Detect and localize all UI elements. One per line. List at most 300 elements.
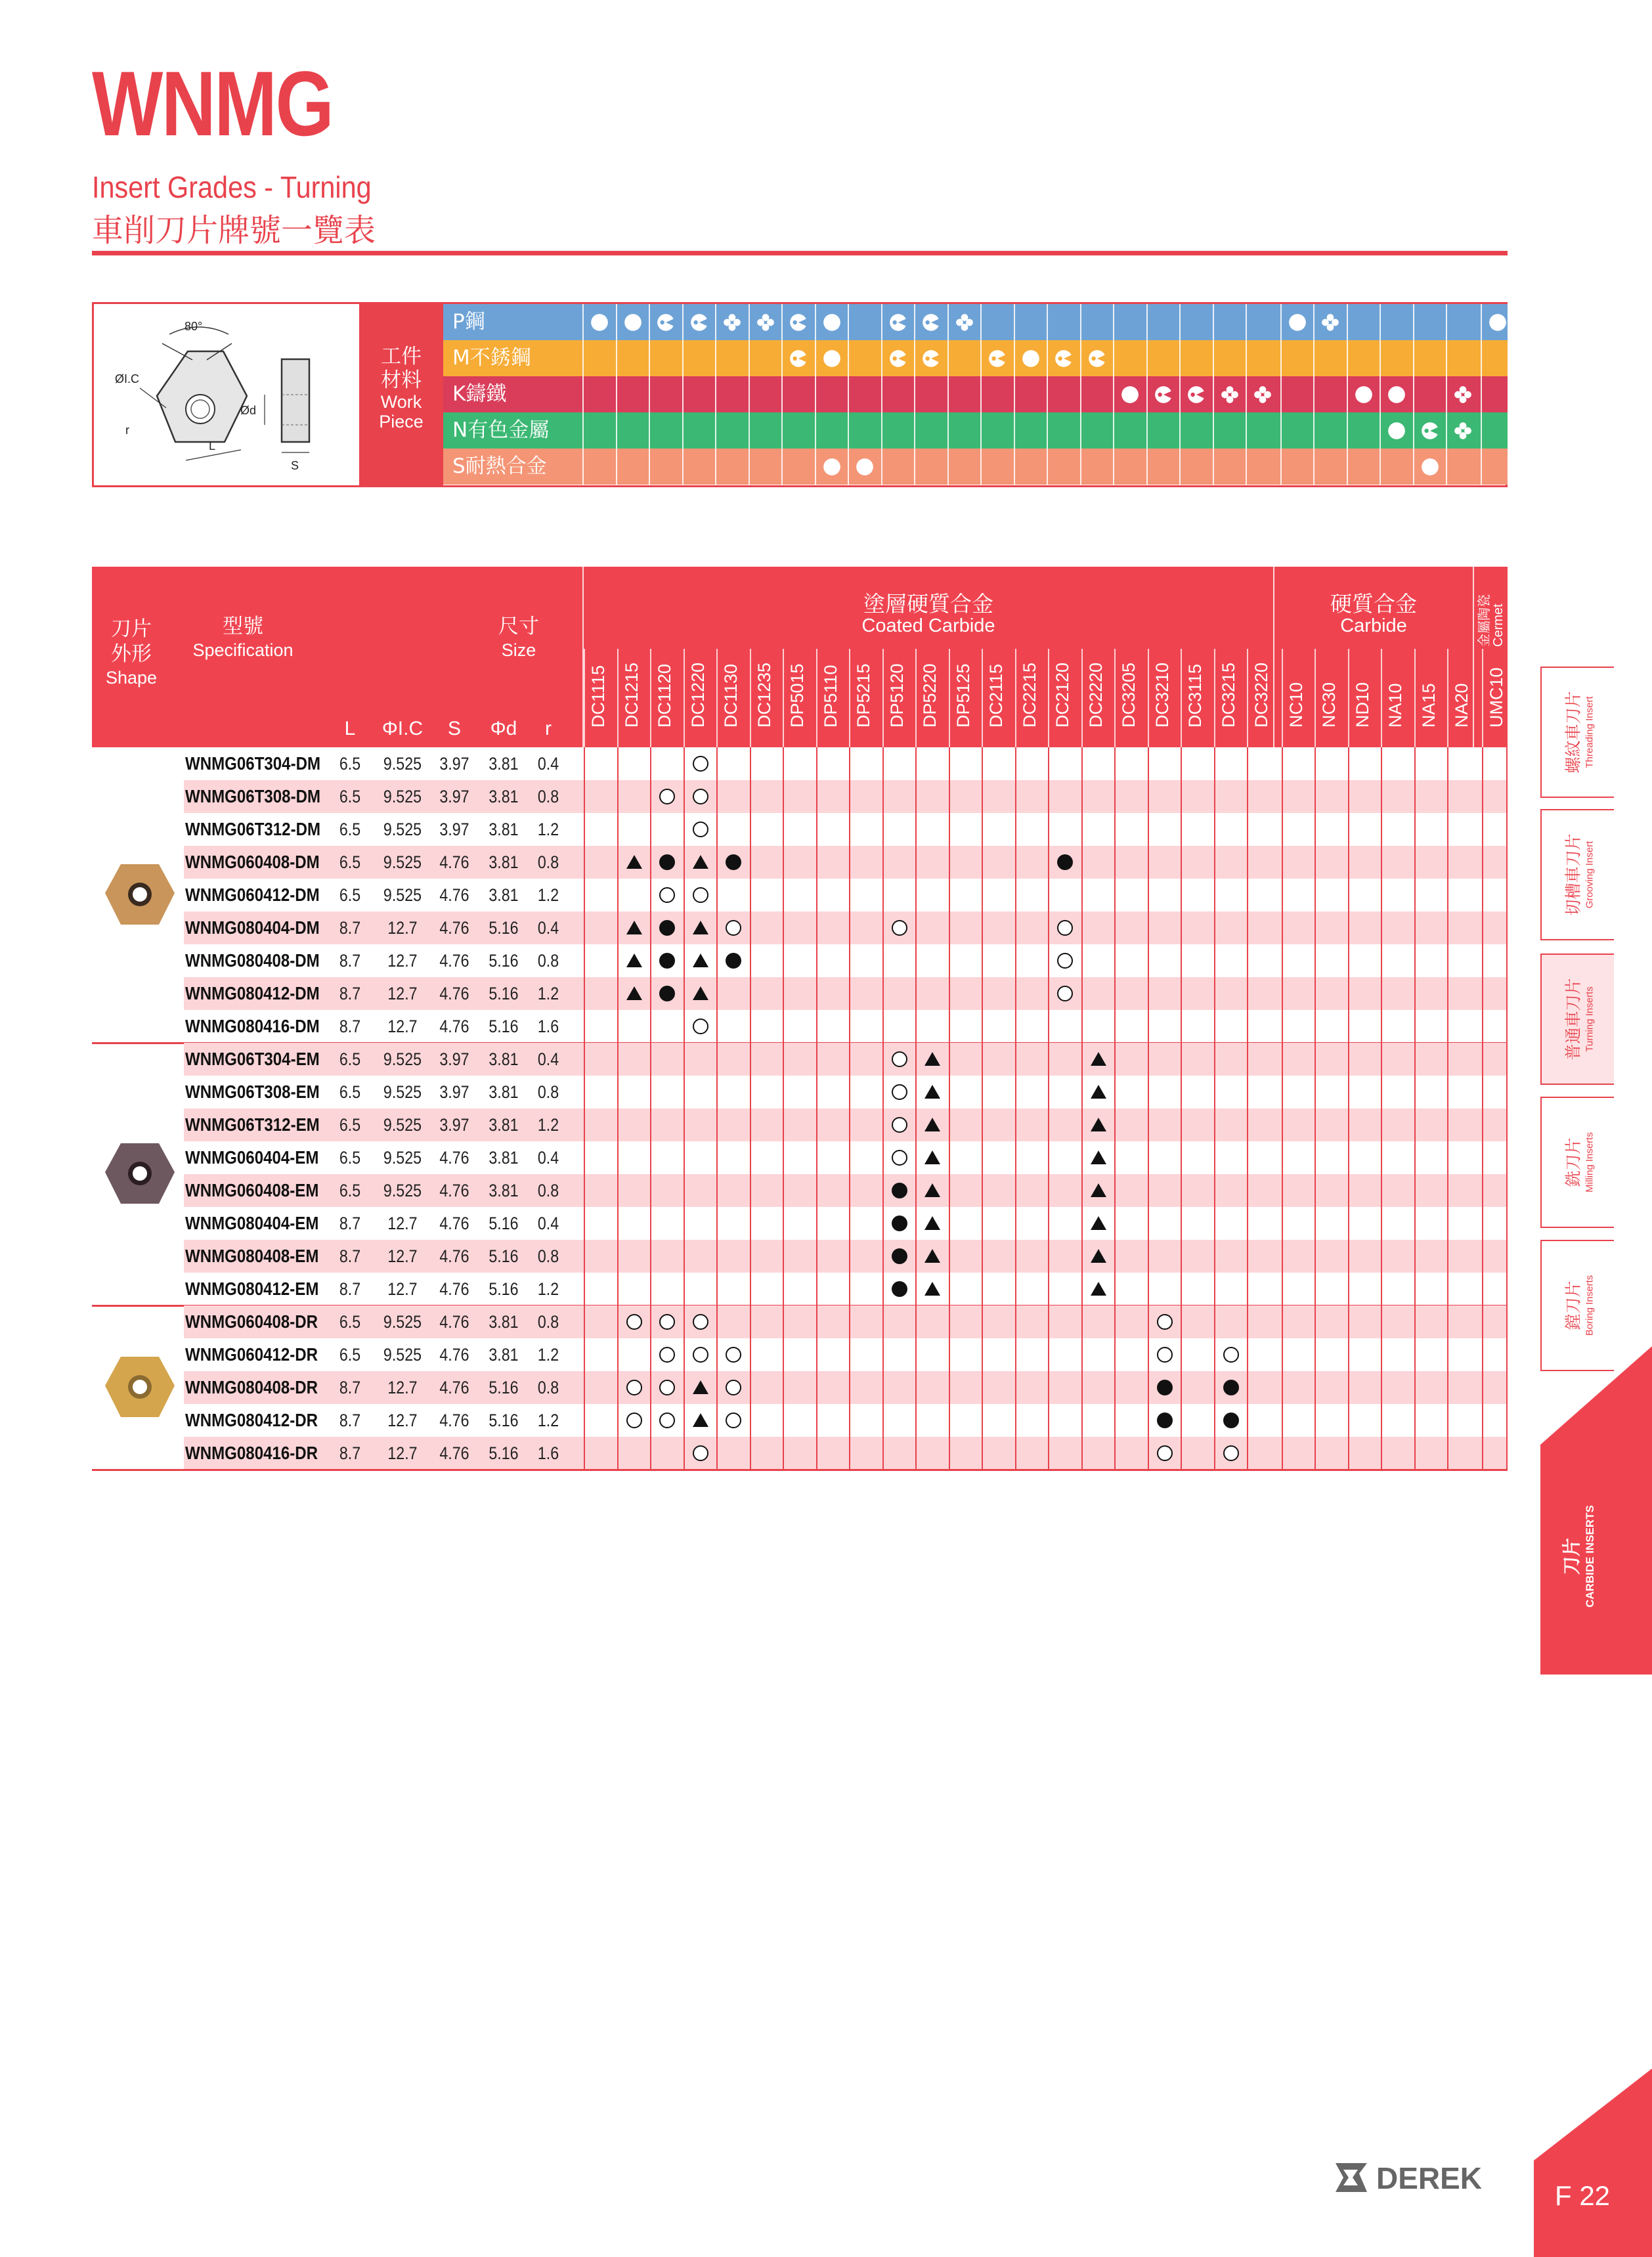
workpiece-grade-cell [749, 340, 782, 376]
grade-cell [1414, 1371, 1448, 1404]
workpiece-grade-cell [1014, 412, 1047, 449]
grade-cell [882, 1108, 916, 1141]
grade-cell [716, 944, 750, 977]
grade-cell [816, 1141, 850, 1174]
grade-cell [1081, 1240, 1115, 1273]
workpiece-grade-cell [1047, 376, 1080, 412]
grade-cell [949, 1338, 982, 1371]
workpiece-grade-cell [947, 340, 981, 376]
workpiece-label [359, 304, 443, 485]
grade-cell [915, 1404, 949, 1437]
grade-cell [1348, 879, 1381, 911]
grade-cell [684, 1207, 717, 1240]
grade-cell [1048, 1437, 1081, 1470]
grade-cell [716, 1207, 750, 1240]
grade-cell [1148, 1240, 1181, 1273]
workpiece-grade-cell [980, 376, 1014, 412]
grade-cell [1414, 1108, 1448, 1141]
insert-shape-image [101, 1138, 179, 1210]
recommendation-mark [923, 1247, 942, 1265]
row-end-line [1506, 1010, 1508, 1043]
suitability-mark [1186, 385, 1206, 405]
suitability-mark [1054, 349, 1074, 368]
workpiece-grade-cell [1347, 412, 1380, 449]
grade-cell [915, 1010, 949, 1043]
grade-cell [1048, 1305, 1081, 1338]
grade-cell [949, 879, 982, 911]
grade-cell [816, 1305, 850, 1338]
grade-cell [849, 1207, 882, 1240]
grade-cell [1114, 813, 1148, 846]
row-end-line [1506, 1437, 1508, 1470]
grade-cell [1048, 846, 1081, 879]
workpiece-grade-cell [1014, 449, 1047, 485]
workpiece-grade-cell [781, 376, 815, 412]
dimension-value: 4.76 [439, 1411, 469, 1430]
grade-cell [1315, 879, 1348, 911]
grade-cell [1414, 977, 1448, 1010]
grade-cell [849, 1108, 882, 1141]
recommendation-mark [923, 1181, 942, 1200]
grade-cell [882, 1273, 916, 1305]
table-row [92, 1404, 1508, 1437]
recommendation-mark [691, 919, 710, 937]
grade-cell [1214, 1338, 1248, 1371]
grade-cell [949, 846, 982, 879]
workpiece-grade-cell [649, 412, 682, 449]
active-tab-label-wrap[interactable] [1540, 1445, 1614, 1668]
dimension-value: 6.5 [339, 754, 361, 774]
workpiece-table [92, 302, 1508, 487]
grade-cell [1148, 1207, 1181, 1240]
grade-cell [1181, 1010, 1214, 1043]
suitability-mark [822, 313, 842, 332]
l-label: L [209, 439, 216, 452]
grade-cell [1214, 1273, 1248, 1305]
grade-cell [783, 1141, 816, 1174]
grade-cell [1148, 1273, 1181, 1305]
recommendation-mark [691, 1346, 710, 1364]
grade-cell [783, 1043, 816, 1076]
grade-cell [1214, 879, 1248, 911]
grade-cell [1482, 1305, 1515, 1338]
grade-cell [1114, 1141, 1148, 1174]
grade-cell [1282, 780, 1315, 813]
grade-cell [650, 780, 684, 813]
grade-cell [1048, 747, 1081, 780]
suitability-mark [921, 313, 941, 332]
size-header-zh: 尺寸 [498, 615, 539, 638]
dimension-value: 0.8 [537, 951, 559, 971]
table-row [92, 1437, 1508, 1470]
workpiece-grade-cell [1179, 340, 1213, 376]
d-label: Ød [240, 404, 257, 417]
side-tab-label-zh: 螺紋車刀片 [1563, 691, 1583, 774]
coated-header-en: Coated Carbide [861, 615, 995, 636]
grade-cell [1447, 1371, 1481, 1404]
grade-cell [1015, 1338, 1049, 1371]
grade-cell [783, 1174, 816, 1207]
workpiece-grade-cell [1213, 412, 1246, 449]
grade-cell [1081, 1371, 1115, 1404]
dimension-header: S [447, 718, 461, 739]
workpiece-grade-cell [1179, 376, 1213, 412]
grade-column-header [1282, 649, 1315, 747]
insert-spec: WNMG080416-DM [185, 1016, 320, 1036]
workpiece-grade-cell [682, 412, 716, 449]
grade-cell [1214, 780, 1248, 813]
grade-cell [1015, 1437, 1049, 1470]
side-tab-label-zh: 銑刀片 [1563, 1137, 1583, 1187]
grade-cell [882, 1404, 916, 1437]
workpiece-grade-cell [1047, 449, 1080, 485]
workpiece-grade-cell [749, 449, 782, 485]
grade-cell [1148, 911, 1181, 944]
grade-cell [1282, 1076, 1315, 1108]
grade-name: DP5125 [953, 663, 973, 728]
grade-cell [982, 813, 1015, 846]
suitability-mark [1453, 421, 1473, 441]
grade-cell [1214, 1371, 1248, 1404]
grade-cell [1348, 1141, 1381, 1174]
dimension-value: 1.2 [537, 1345, 559, 1365]
workpiece-grade-cell [1179, 304, 1213, 340]
grade-cell [1381, 747, 1414, 780]
recommendation-mark [1089, 1116, 1108, 1134]
grade-cell [1114, 780, 1148, 813]
grade-cell [750, 747, 783, 780]
dimension-value: 1.2 [537, 1279, 559, 1299]
workpiece-grade-cell [1481, 376, 1514, 412]
ic-label: ØI.C [115, 372, 140, 385]
grade-cell [750, 813, 783, 846]
workpiece-grade-cell [781, 340, 815, 376]
grade-cell [783, 1207, 816, 1240]
grade-cell [882, 813, 916, 846]
grade-column-header [1348, 649, 1381, 747]
grade-cell [1315, 1141, 1348, 1174]
dimension-value: 4.76 [439, 852, 469, 872]
table-row [92, 747, 1508, 780]
grade-cell [1048, 977, 1081, 1010]
dimension-value: 1.2 [537, 1115, 559, 1135]
workpiece-grade-cell [1280, 340, 1314, 376]
dimension-value: 3.81 [489, 1115, 519, 1135]
grade-cell [617, 879, 651, 911]
recommendation-mark [625, 919, 643, 937]
grade-cell [1482, 846, 1515, 879]
grade-cell [816, 813, 850, 846]
grade-name: NA15 [1418, 683, 1439, 728]
recommendation-mark [1156, 1411, 1174, 1430]
dimension-value: 1.2 [537, 885, 559, 905]
grade-cell [1081, 813, 1115, 846]
side-tab[interactable] [1540, 1097, 1614, 1228]
suitability-mark [656, 313, 676, 332]
grade-cell [1447, 846, 1481, 879]
grade-cell [750, 780, 783, 813]
grade-cell [1015, 1207, 1049, 1240]
row-end-line [1506, 846, 1508, 879]
grade-cell [1148, 1043, 1181, 1076]
size-header-en: Size [501, 640, 536, 660]
grade-cell [1081, 1108, 1115, 1141]
workpiece-grade-cell [1213, 449, 1246, 485]
grade-cell [617, 1207, 651, 1240]
workpiece-grade-cell [781, 449, 815, 485]
recommendation-mark [923, 1214, 942, 1233]
grade-cell [849, 1076, 882, 1108]
grade-cell [684, 977, 717, 1010]
dimension-value: 8.7 [339, 951, 361, 971]
workpiece-grade-cell [848, 340, 881, 376]
table-row [92, 1305, 1508, 1338]
grade-cell [1247, 977, 1280, 1010]
grade-cell [617, 1010, 651, 1043]
grade-cell [684, 780, 717, 813]
grade-cell [1048, 1174, 1081, 1207]
grade-cell [1414, 944, 1448, 977]
grade-cell [1048, 813, 1081, 846]
grade-cell [716, 1108, 750, 1141]
grade-cell [1181, 1108, 1214, 1141]
side-tab[interactable] [1540, 667, 1614, 798]
table-row [92, 1010, 1508, 1043]
dimension-value: 8.7 [339, 1378, 361, 1397]
grade-cell [584, 977, 617, 1010]
grade-cell [982, 1043, 1015, 1076]
suitability-mark [789, 313, 808, 332]
grade-cell [1348, 1338, 1381, 1371]
table-row [92, 1338, 1508, 1371]
carbide-header-en: Carbide [1340, 615, 1407, 636]
grade-cell [1447, 813, 1481, 846]
recommendation-mark [691, 984, 710, 1003]
recommendation-mark [724, 919, 743, 937]
grade-cell [915, 1141, 949, 1174]
dimension-value: 1.6 [537, 1443, 559, 1463]
workpiece-grade-cell [815, 304, 848, 340]
grade-cell [949, 1371, 982, 1404]
grade-cell [982, 1338, 1015, 1371]
grade-cell [783, 1305, 816, 1338]
grade-cell [1214, 747, 1248, 780]
dimension-value: 8.7 [339, 1246, 361, 1266]
grade-cell [750, 977, 783, 1010]
grade-cell [1048, 1240, 1081, 1273]
grade-cell [684, 911, 717, 944]
grade-cell [982, 911, 1015, 944]
dimension-value: 9.525 [383, 1148, 422, 1168]
grade-cell [1214, 911, 1248, 944]
recommendation-mark [890, 1280, 909, 1298]
grade-cell [915, 1207, 949, 1240]
grade-cell [750, 1240, 783, 1273]
workpiece-grade-cell [1213, 340, 1246, 376]
recommendation-mark [890, 1050, 909, 1068]
grade-cell [617, 1076, 651, 1108]
dimension-value: 8.7 [339, 1443, 361, 1463]
workpiece-grade-cell [1313, 376, 1347, 412]
dimension-value: 0.4 [537, 1148, 559, 1168]
grade-cell [1315, 977, 1348, 1010]
grade-cell [1315, 1010, 1348, 1043]
grade-cell [716, 780, 750, 813]
grade-cell [1482, 1404, 1515, 1437]
page-number-corner [1534, 2069, 1652, 2257]
workpiece-grade-cell [616, 340, 649, 376]
workpiece-grade-cell [1113, 376, 1146, 412]
grade-column-header [783, 649, 816, 747]
grade-cell [915, 1043, 949, 1076]
dimension-value: 9.525 [383, 820, 422, 839]
grade-cell [949, 1076, 982, 1108]
insert-spec: WNMG080408-EM [185, 1246, 319, 1266]
grade-cell [915, 1240, 949, 1273]
grade-cell [1447, 1437, 1481, 1470]
grade-cell [849, 1043, 882, 1076]
grade-cell [1181, 747, 1214, 780]
dimension-value: 3.81 [489, 820, 519, 839]
dimension-value: 9.525 [383, 1312, 422, 1332]
grade-column-header [1214, 649, 1248, 747]
workpiece-grade-cell [1179, 449, 1213, 485]
workpiece-grade-cell [947, 412, 981, 449]
grade-cell [915, 1273, 949, 1305]
grade-cell [750, 1043, 783, 1076]
cermet-header-en: Cermet [1491, 603, 1506, 647]
recommendation-mark [724, 1346, 743, 1364]
grade-cell [1315, 1240, 1348, 1273]
table-row [92, 1108, 1508, 1141]
grade-cell [783, 1010, 816, 1043]
grade-cell [617, 1141, 651, 1174]
grade-cell [982, 944, 1015, 977]
grade-cell [1015, 780, 1049, 813]
grade-cell [1282, 1010, 1315, 1043]
shape-header-zh2: 外形 [111, 642, 152, 666]
grade-cell [1348, 1207, 1381, 1240]
grade-cell [1414, 1141, 1448, 1174]
workpiece-grade-cell [1113, 449, 1146, 485]
grade-cell [1247, 1141, 1280, 1174]
grade-column-header [1181, 649, 1214, 747]
grade-cell [849, 879, 882, 911]
grade-cell [1282, 1404, 1315, 1437]
dimension-value: 9.525 [383, 754, 422, 774]
grade-cell [1282, 1207, 1315, 1240]
grade-name: DC1120 [655, 663, 675, 728]
workpiece-grade-cell [1280, 304, 1314, 340]
grade-cell [1282, 1240, 1315, 1273]
grade-cell [617, 1240, 651, 1273]
grade-cell [982, 1141, 1015, 1174]
grade-column-header [1081, 649, 1115, 747]
grade-cell [1381, 1108, 1414, 1141]
grade-cell [750, 846, 783, 879]
grade-cell [1282, 944, 1315, 977]
recommendation-mark [691, 787, 710, 806]
grade-column-header [1381, 649, 1414, 747]
shape-header-zh1: 刀片 [111, 617, 152, 641]
dimension-value: 6.5 [339, 787, 361, 806]
grade-column-header [949, 649, 982, 747]
side-tab[interactable] [1540, 809, 1614, 940]
workpiece-grade-cell [1047, 304, 1080, 340]
grade-cell [982, 1371, 1015, 1404]
grade-cell [1414, 911, 1448, 944]
grade-cell [1247, 813, 1280, 846]
recommendation-mark [1089, 1214, 1108, 1233]
grade-cell [949, 1437, 982, 1470]
row-end-line [1506, 1174, 1508, 1207]
grade-cell [982, 780, 1015, 813]
grade-cell [584, 1404, 617, 1437]
row-end-line [1506, 1141, 1508, 1174]
grade-cell [1247, 1043, 1280, 1076]
suitability-mark [888, 313, 908, 332]
grade-cell [584, 911, 617, 944]
workpiece-grade-cell [1413, 304, 1446, 340]
grade-cell [949, 1141, 982, 1174]
r-label: r [125, 424, 129, 437]
grade-cell [1214, 1240, 1248, 1273]
grade-cell [684, 1108, 717, 1141]
suitability-mark [1354, 385, 1374, 405]
grade-cell [1148, 1305, 1181, 1338]
dimension-value: 9.525 [383, 1082, 422, 1102]
grade-cell [617, 747, 651, 780]
workpiece-grade-cell [715, 412, 749, 449]
grade-cell [1381, 1338, 1414, 1371]
grade-cell [1214, 813, 1248, 846]
recommendation-mark [658, 984, 676, 1003]
grade-cell [1247, 1174, 1280, 1207]
grade-column-header [915, 649, 949, 747]
grade-name: DC1220 [687, 662, 708, 728]
grade-cell [650, 1076, 684, 1108]
grade-column-header [1315, 649, 1348, 747]
grade-cell [1247, 780, 1280, 813]
workpiece-label-en1: Work [380, 392, 422, 412]
grade-cell [1148, 879, 1181, 911]
grade-cell [1114, 1240, 1148, 1273]
page-number: F 22 [1555, 2180, 1611, 2211]
workpiece-grade-cell [947, 449, 981, 485]
grade-cell [716, 977, 750, 1010]
row-end-line [1506, 1338, 1508, 1371]
dimension-value: 5.16 [489, 1378, 519, 1397]
workpiece-grade-cell [881, 340, 915, 376]
grade-cell [1348, 977, 1381, 1010]
dimension-value: 4.76 [439, 918, 469, 938]
grade-cell [816, 1174, 850, 1207]
side-tab[interactable] [1540, 953, 1614, 1085]
dimension-value: 5.16 [489, 1411, 519, 1430]
grade-cell [982, 747, 1015, 780]
suitability-mark [1453, 385, 1473, 405]
dimension-value: 3.81 [489, 787, 519, 806]
grade-column-header [882, 649, 916, 747]
grade-cell [849, 977, 882, 1010]
grade-cell [684, 1404, 717, 1437]
grade-cell [1348, 1273, 1381, 1305]
grade-cell [949, 813, 982, 846]
grade-cell [783, 1371, 816, 1404]
grade-cell [1482, 1338, 1515, 1371]
coated-header-zh: 塗層硬質合金 [863, 591, 993, 617]
grade-cell [849, 1141, 882, 1174]
